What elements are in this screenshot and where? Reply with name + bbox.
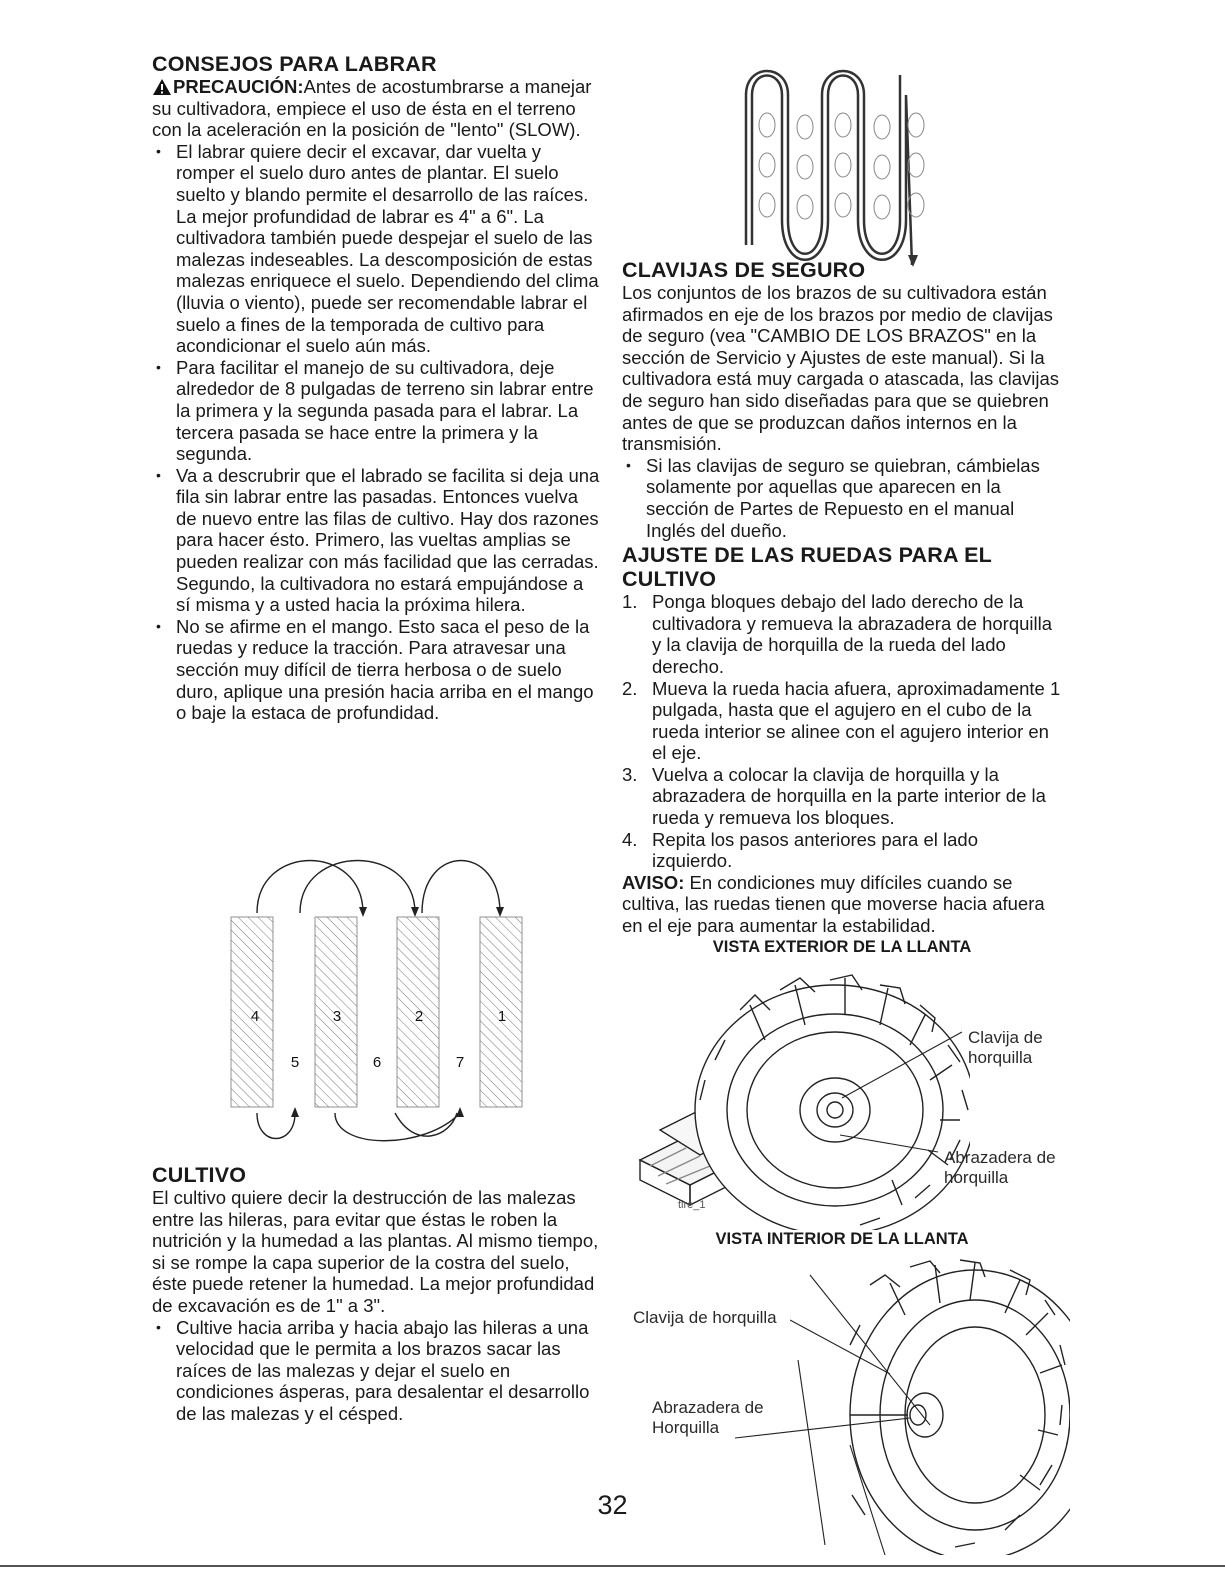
step-text: Mueva la rueda hacia afuera, aproximadamente 1 pulgada, hasta que el agujero en el cubo de la rueda interior se alinee con el agujero interior en el eje.	[652, 677, 1061, 764]
heading-cultivo: CULTIVO	[152, 1163, 247, 1187]
list-item: • No se afirme en el mango. Esto saca el peso de la ruedas y reduce la tracción. Para atravesar una sección muy difícil de tierra herbosa o de suelo duro, aplique una presión hacia arriba en el mango o baje la estaca de profundidad.	[152, 616, 600, 724]
tire-exterior-illustration	[630, 970, 970, 1230]
step-item	[622, 764, 1062, 829]
step-text: Vuelva a colocar la clavija de horquilla y la abrazadera de horquilla en la parte interior de la rueda y remueva los bloques.	[652, 763, 1046, 829]
label-text: Clavija de horquilla	[633, 1308, 777, 1327]
arrow-head	[359, 907, 367, 917]
label-abrazadera-exterior	[944, 1148, 1064, 1188]
label-clavija-interior	[633, 1308, 777, 1328]
label-clavija-exterior	[968, 1028, 1078, 1068]
gap-number: 7	[455, 1054, 465, 1071]
figure-tag: tire_1	[678, 1199, 706, 1211]
label-text: Abrazadera de horquilla	[944, 1148, 1056, 1187]
list-item: • Va a descrubrir que el labrado se facilita si deja una fila sin labrar entre las pasadas. Entonces vuelva de nuevo entre las filas de cultivo. Hay dos razones para hacer ésto. Primero, las vueltas amplias se pueden realizar con más facilidad que las cerradas. Segundo, la cultivadora no estará empujándose a sí misma y a usted hacia la próxima hilera.	[152, 465, 600, 616]
fig2-caption: VISTA INTERIOR DE LA LLANTA	[715, 1230, 969, 1248]
left-column	[152, 52, 600, 724]
list-item: • El labrar quiere decir el excavar, dar vuelta y romper el suelo duro antes de plantar. El suelo suelto y blando permite el desarrollo de las raíces. La mejor profundidad de labrar es 4" a 6". La cultivadora también puede despejar el suelo de las malezas indeseables. La descomposición de estas malezas enriquece el suelo. Dependiendo del clima (lluvia o viento), puede ser recomendable labrar el suelo a fines de la temporada de cultivo para acondicionar el suelo aún más.	[152, 141, 600, 357]
step-number: 3.	[622, 763, 638, 785]
gap-number: 6	[372, 1054, 382, 1071]
heading-consejos: CONSEJOS PARA LABRAR	[152, 52, 437, 76]
step-text: Ponga bloques debajo del lado derecho de la cultivadora y remueva la abrazadera de horquilla y la clavija de horquilla de la rueda del lado derecho.	[652, 591, 1053, 677]
list-item: • Si las clavijas de seguro se quiebran, cámbielas solamente por aquellas que aparecen en la sección de Partes de Repuesto en el manual Inglés del dueño.	[622, 455, 1062, 541]
warning-triangle-icon	[152, 78, 172, 96]
strip-number: 4	[250, 1008, 260, 1025]
heading-ajuste: AJUSTE DE LAS RUEDAS PARA EL CULTIVO	[622, 543, 992, 592]
turn-arrow	[257, 1113, 295, 1139]
arrow-head	[411, 907, 419, 917]
list-item: • Para facilitar el manejo de su cultivadora, deje alrededor de 8 pulgadas de terreno sin labrar entre la primera y la segunda pasada para el labrar. La tercera pasada se hace entre la primera y la segunda.	[152, 357, 600, 465]
caution-text: Antes de acostumbrarse a manejar su cultivadora, empiece el uso de ésta en el terreno con la aceleración en la posición de "lento" (SLOW).	[152, 76, 592, 141]
turn-arrow	[257, 861, 363, 914]
clavijas-text: Los conjuntos de los brazos de su cultivadora están afirmados en eje de los brazos por medio de clavijas de seguro (vea "CAMBIO DE LOS BRAZOS" en la sección de Servicio y Ajustes de este manual). Si la cultivadora está muy cargada o atascada, las clavijas de seguro han sido diseñadas para que se quiebren antes de que se produzcan daños internos en la transmisión.	[622, 282, 1060, 455]
arrow-head	[291, 1107, 299, 1117]
turn-arrow	[422, 861, 500, 914]
step-number: 4.	[622, 828, 638, 850]
step-item	[622, 829, 1062, 872]
strip-number: 1	[497, 1008, 507, 1025]
strip-number: 3	[332, 1008, 342, 1025]
cultivo-text: El cultivo quiere decir la destrucción de las malezas entre las hileras, para evitar que éstas le roben la nutrición y la humedad a las plantas. Al mismo tiempo, si se rompe la capa superior de la costra del suelo, éste puede retener la humedad. La mejor profundidad de excavación es de 1" a 3".	[152, 1187, 599, 1316]
label-text: Clavija de horquilla	[968, 1028, 1043, 1067]
fig1-caption: VISTA EXTERIOR DE LA LLANTA	[712, 937, 972, 956]
aviso-text: En condiciones muy difíciles cuando se cultiva, las ruedas tienen que moverse hacia afuera en el eje para aumentar la estabilidad.	[622, 871, 1045, 937]
tilling-pattern-diagram	[225, 855, 535, 1145]
step-number: 2.	[622, 677, 638, 699]
tines-illustration	[740, 55, 930, 275]
aviso-label: AVISO:	[622, 871, 685, 893]
list-item: • Cultive hacia arriba y hacia abajo las hileras a una velocidad que le permita a los brazos sacar las raíces de las malezas y dejar el suelo en condiciones ásperas, para desalentar el desarrollo de las malezas y el césped.	[152, 1317, 600, 1425]
step-item	[622, 591, 1062, 677]
caution-label: PRECAUCIÓN:	[173, 76, 304, 97]
heading-clavijas: CLAVIJAS DE SEGURO	[622, 258, 866, 282]
step-item	[622, 678, 1062, 764]
arrow-head	[456, 1107, 464, 1117]
caution-paragraph	[152, 76, 600, 141]
bottom-divider	[0, 1565, 1225, 1567]
strip-number: 2	[414, 1008, 424, 1025]
right-column	[622, 258, 1062, 958]
label-text: Abrazadera de Horquilla	[652, 1398, 764, 1437]
leader-line-abrazadera	[735, 1410, 915, 1450]
step-text: Repita los pasos anteriores para el lado izquierdo.	[652, 828, 978, 872]
leader-line-clavija	[790, 1312, 900, 1382]
turn-arrow	[395, 1113, 457, 1136]
step-number: 1.	[622, 591, 638, 613]
page-number: 32	[597, 1490, 628, 1520]
cultivo-section	[152, 1163, 600, 1425]
gap-number: 5	[290, 1054, 300, 1071]
aviso-paragraph	[622, 872, 1062, 937]
arrow-head	[496, 907, 504, 917]
